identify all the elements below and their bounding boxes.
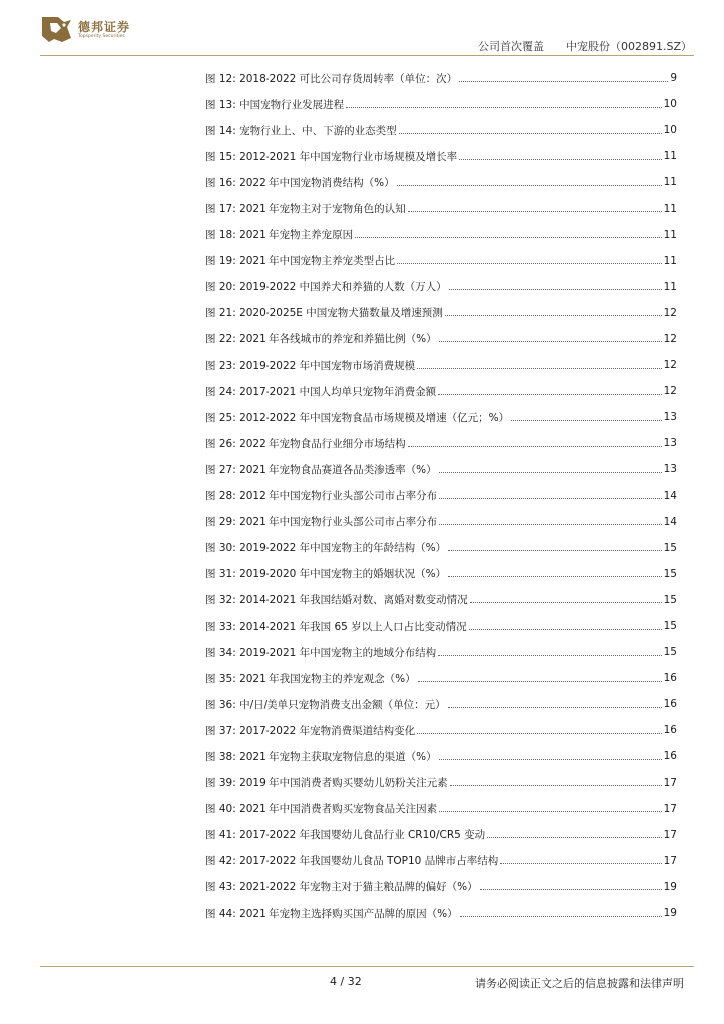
toc-entry-label: 图 34: 2019-2021 年中国宠物主的地域分布结构 [205,646,437,659]
toc-entry[interactable] [205,822,677,848]
toc-entry[interactable] [205,509,677,535]
dot-leader [470,602,662,603]
dot-leader [480,889,662,890]
header-divider [40,55,694,56]
toc-entry-label: 图 20: 2019-2022 中国养犬和养猫的人数（万人） [205,281,447,294]
dot-leader [459,159,661,160]
toc-entry-label: 图 14: 宠物行业上、中、下游的业态类型 [205,124,397,137]
toc-entry-page: 15 [663,541,677,554]
dot-leader [417,733,661,734]
toc-entry-page: 12 [663,306,677,319]
page-header [0,0,724,58]
dot-leader [460,916,662,917]
toc-entry-page: 13 [663,411,677,424]
dot-leader [397,185,662,186]
toc-entry-page: 11 [663,228,677,241]
toc-entry-page: 16 [663,698,677,711]
dot-leader [439,524,661,525]
toc-entry[interactable] [205,848,677,874]
toc-entry-label: 图 28: 2012 年中国宠物行业头部公司市占率分布 [205,490,438,503]
toc-entry-label: 图 15: 2012-2021 年中国宠物行业市场规模及增长率 [205,150,458,163]
dot-leader [449,289,662,290]
toc-entry-label: 图 42: 2017-2022 年我国婴幼儿食品 TOP10 品牌市占率结构 [205,855,499,868]
toc-entry[interactable] [205,195,677,221]
toc-entry-label: 图 33: 2014-2021 年我国 65 岁以上人口占比变动情况 [205,620,467,633]
toc-entry-label: 图 41: 2017-2022 年我国婴幼儿食品行业 CR10/CR5 变动 [205,829,486,842]
dot-leader [511,420,662,421]
toc-entry-label: 图 35: 2021 年我国宠物主的养宠观念（%） [205,672,416,685]
toc-entry-label: 图 40: 2021 年中国消费者购买宠物食品关注因素 [205,803,438,816]
toc-entry-label: 图 23: 2019-2022 年中国宠物市场消费规模 [205,359,416,372]
toc-entry-label: 图 44: 2021 年宠物主选择购买国产品牌的原因（%） [205,907,458,920]
toc-entry-page: 17 [663,854,677,867]
toc-entry-label: 图 16: 2022 年中国宠物消费结构（%） [205,176,395,189]
dot-leader [448,707,662,708]
dot-leader [439,759,662,760]
toc-entry[interactable] [205,874,677,900]
dot-leader [408,446,662,447]
toc-entry[interactable] [205,665,677,691]
toc-entry-label: 图 18: 2021 年宠物主养宠原因 [205,229,354,242]
toc-entry[interactable] [205,613,677,639]
dot-leader [397,263,661,264]
toc-entry-label: 图 17: 2021 年宠物主对于宠物角色的认知 [205,203,406,216]
toc-entry[interactable] [205,274,677,300]
toc-entry-label: 图 24: 2017-2021 中国人均单只宠物年消费金额 [205,385,437,398]
toc-entry-label: 图 22: 2021 年各线城市的养宠和养猫比例（%） [205,333,437,346]
toc-entry-page: 15 [663,620,677,633]
toc-entry-label: 图 39: 2019 年中国消费者购买婴幼儿奶粉关注元素 [205,777,448,790]
toc-entry-label: 图 25: 2012-2022 年中国宠物食品市场规模及增速（亿元；%） [205,411,510,424]
toc-entry-label: 图 13: 中国宠物行业发展进程 [205,98,345,111]
toc-entry[interactable] [205,717,677,743]
toc-entry-page: 13 [663,463,677,476]
toc-entry[interactable] [205,326,677,352]
toc-entry[interactable] [205,691,677,717]
toc-entry-page: 16 [663,724,677,737]
toc-entry[interactable] [205,117,677,143]
toc-entry-label: 图 30: 2019-2022 年中国宠物主的年龄结构（%） [205,542,447,555]
logo-chinese-text: 德邦证券 [78,20,131,34]
logo-mark-icon [40,14,74,44]
toc-entry[interactable] [205,535,677,561]
toc-entry-label: 图 12: 2018-2022 可比公司存货周转率（单位：次） [205,72,458,85]
legal-disclaimer: 请务必阅读正文之后的信息披露和法律声明 [475,977,684,990]
toc-entry-page: 12 [663,332,677,345]
toc-entry-page: 10 [663,98,677,111]
toc-entry-label: 图 38: 2021 年宠物主获取宠物信息的渠道（%） [205,750,437,763]
toc-entry[interactable] [205,639,677,665]
toc-entry-page: 9 [670,72,677,85]
toc-entry-label: 图 27: 2021 年宠物食品赛道各品类渗透率（%） [205,463,437,476]
toc-entry-page: 16 [663,672,677,685]
toc-entry-label: 图 36: 中/日/美单只宠物消费支出金额（单位：元） [205,698,446,711]
toc-entry-page: 14 [663,489,677,502]
toc-entry-label: 图 26: 2022 年宠物食品行业细分市场结构 [205,437,406,450]
toc-entry-page: 11 [663,254,677,267]
dot-leader [448,550,662,551]
toc-entry-page: 15 [663,646,677,659]
dot-leader [355,237,661,238]
toc-entry-page: 10 [663,124,677,137]
toc-entry-page: 15 [663,593,677,606]
toc-entry-page: 14 [663,515,677,528]
dot-leader [448,576,662,577]
toc-entry-page: 19 [663,907,677,920]
toc-entry-page: 19 [663,880,677,893]
toc-entry[interactable] [205,483,677,509]
toc-entry-label: 图 29: 2021 年中国宠物行业头部公司市占率分布 [205,516,438,529]
toc-entry[interactable] [205,900,677,926]
dot-leader [500,863,661,864]
page-number: 4 / 32 [330,975,362,988]
toc-entry-page: 13 [663,437,677,450]
toc-entry-page: 17 [663,802,677,815]
toc-entry[interactable] [205,65,677,91]
toc-entry[interactable] [205,300,677,326]
toc-entry[interactable] [205,770,677,796]
dot-leader [346,107,662,108]
toc-entry-label: 图 43: 2021-2022 年宠物主对于猫主粮品牌的偏好（%） [205,881,478,894]
toc-entry-page: 12 [663,385,677,398]
toc-entry[interactable] [205,561,677,587]
dot-leader [438,655,661,656]
dot-leader [439,498,661,499]
toc-entry[interactable] [205,248,677,274]
toc-entry-page: 16 [663,750,677,763]
figure-index-list [205,65,677,926]
dot-leader [399,133,662,134]
toc-entry-label: 图 32: 2014-2021 年我国结婚对数、离婚对数变动情况 [205,594,468,607]
toc-entry[interactable] [205,143,677,169]
toc-entry-page: 11 [663,280,677,293]
toc-entry[interactable] [205,222,677,248]
toc-entry[interactable] [205,404,677,430]
toc-entry-page: 12 [663,359,677,372]
dot-leader [439,341,662,342]
toc-entry[interactable] [205,352,677,378]
toc-entry-page: 15 [663,567,677,580]
toc-entry-page: 17 [663,776,677,789]
toc-entry-page: 17 [663,828,677,841]
dot-leader [487,837,661,838]
toc-entry[interactable] [205,796,677,822]
dot-leader [408,211,662,212]
toc-entry-page: 11 [663,176,677,189]
dot-leader [417,368,661,369]
toc-entry[interactable] [205,430,677,456]
toc-entry-label: 图 21: 2020-2025E 中国宠物犬猫数量及增速预测 [205,307,443,320]
dot-leader [459,81,668,82]
toc-entry-label: 图 19: 2021 年中国宠物主养宠类型占比 [205,255,396,268]
toc-entry[interactable] [205,378,677,404]
dot-leader [439,811,661,812]
dot-leader [439,472,662,473]
logo-english-text: Topsperity Securities [78,34,125,39]
dot-leader [445,315,662,316]
toc-entry[interactable] [205,587,677,613]
dot-leader [438,394,661,395]
toc-entry-page: 11 [663,202,677,215]
footer-divider [40,966,694,967]
toc-entry-label: 图 31: 2019-2020 年中国宠物主的婚姻状况（%） [205,568,447,581]
toc-entry[interactable] [205,91,677,117]
toc-entry[interactable] [205,456,677,482]
dot-leader [418,681,662,682]
toc-entry[interactable] [205,169,677,195]
dot-leader [450,785,662,786]
toc-entry-page: 11 [663,150,677,163]
company-logo [40,14,144,42]
toc-entry[interactable] [205,743,677,769]
document-title: 公司首次覆盖 中宠股份（002891.SZ） [477,40,692,53]
toc-entry-label: 图 37: 2017-2022 年宠物消费渠道结构变化 [205,724,416,737]
dot-leader [469,629,662,630]
